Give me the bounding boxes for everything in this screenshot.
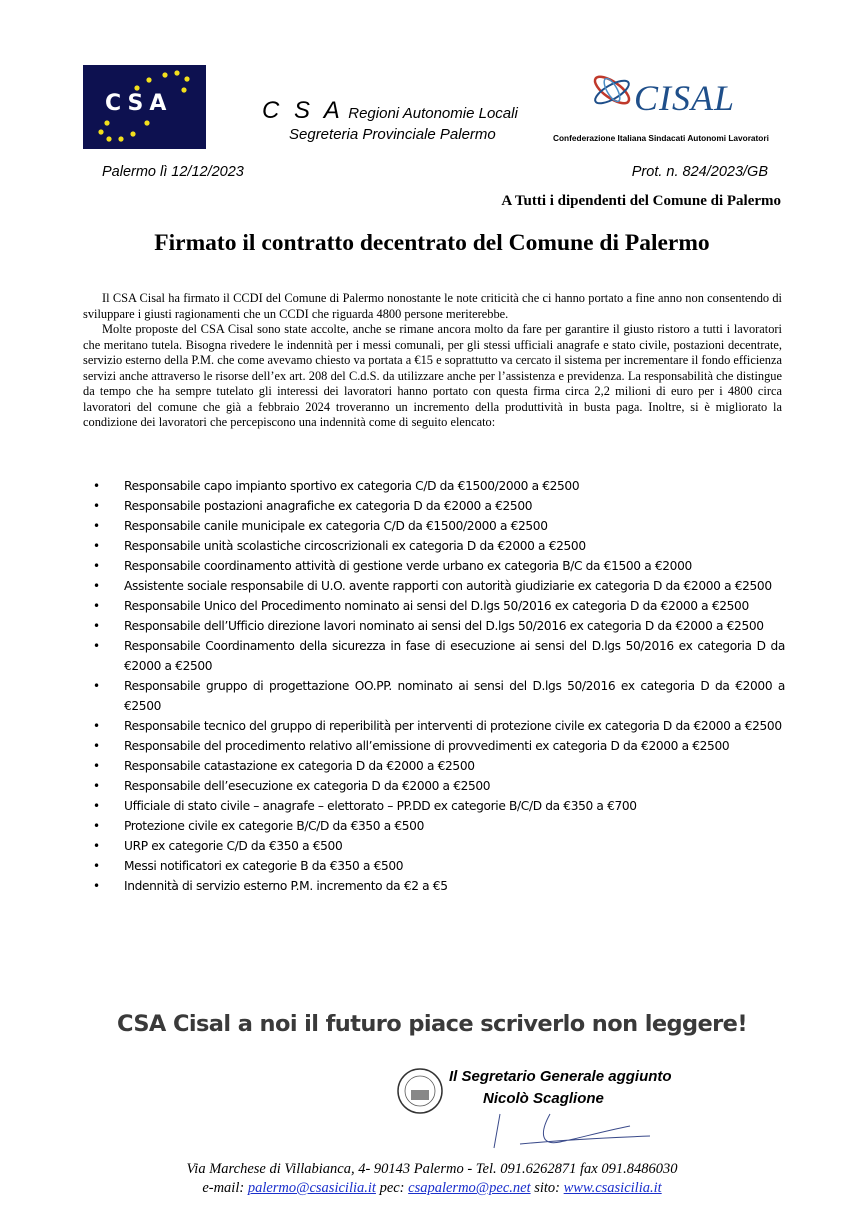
allowance-list <box>88 476 785 896</box>
cisal-subtitle: Confederazione Italiana Sindacati Autonomi Lavoratori <box>553 133 769 143</box>
csa-logo-text: CSA <box>105 91 173 116</box>
list-item <box>88 796 785 816</box>
list-item <box>88 716 785 736</box>
list-item-text: URP ex categorie C/D da €350 a €500 <box>124 839 343 853</box>
bullet-icon: • <box>93 799 100 813</box>
bullet-icon: • <box>93 859 100 873</box>
list-item-text: Responsabile capo impianto sportivo ex categoria C/D da €1500/2000 a €2500 <box>124 479 580 493</box>
list-item-text: Responsabile Unico del Procedimento nominato ai sensi del D.lgs 50/2016 ex categoria D da €2000 a €2500 <box>124 599 749 613</box>
list-item <box>88 556 785 576</box>
bullet-icon: • <box>93 739 100 753</box>
email-label: e-mail: <box>202 1180 245 1196</box>
pec-link[interactable]: csapalermo@pec.net <box>408 1180 531 1196</box>
paragraph: Molte proposte del CSA Cisal sono state accolte, anche se rimane ancora molto da fare per garantire il giusto ristoro a tutti i lavoratori che meritano tutela. Bisogna rivedere le indennità per i messi comunali, per gli stessi ufficiali anagrafe e stato civile, postazioni decentrate, servizio esterno della P.M. che come avevamo chiesto va portata a €15 e soprattutto va cercato il sistema per incrementare il fondo efficienza servizi anche attraverso le risorse dell’ex art. 208 del C.d.S. da utilizzare anche per l’assistenza e previdenza. La responsabilità che distingue da tempo che ha sempre tutelato gli interessi dei lavoratori hanno portato con questa firma circa 2,2 milioni di euro per i 4800 circa lavoratori del comune che già a febbraio 2024 troveranno un incremento della produttività in busta paga. Inoltre, si è migliorato la condizione dei lavoratori che percepiscono una indennità come di seguito elencato: <box>83 322 782 429</box>
pec-label: pec: <box>379 1180 405 1196</box>
list-item-text: Responsabile dell’esecuzione ex categoria D da €2000 a €2500 <box>124 779 491 793</box>
list-item <box>88 476 785 496</box>
cisal-logo-text: CISAL <box>634 78 736 118</box>
bullet-icon: • <box>93 599 100 613</box>
footer-address: Via Marchese di Villabianca, 4- 90143 Palermo - Tel. 091.6262871 fax 091.8486030 <box>186 1161 678 1177</box>
site-label: sito: <box>534 1180 561 1196</box>
slogan: CSA Cisal a noi il futuro piace scriverlo non leggere! <box>117 1011 747 1037</box>
bullet-icon: • <box>93 579 100 593</box>
list-item-text: Responsabile Coordinamento della sicurezza in fase di esecuzione ai sensi del D.lgs 50/2016 ex categoria D da €2000 a €2500 <box>124 639 785 673</box>
list-item <box>88 756 785 776</box>
document-title: Firmato il contratto decentrato del Comune di Palermo <box>154 230 710 256</box>
list-item-text: Assistente sociale responsabile di U.O. avente rapporti con autorità giudiziarie ex categoria D da €2000 a €2500 <box>124 579 772 593</box>
bullet-icon: • <box>93 679 100 693</box>
signatory-role: Il Segretario Generale aggiunto <box>449 1068 672 1085</box>
list-item-text: Responsabile postazioni anagrafiche ex categoria D da €2000 a €2500 <box>124 499 533 513</box>
list-item <box>88 776 785 796</box>
list-item-text: Responsabile unità scolastiche circoscrizionali ex categoria D da €2000 a €2500 <box>124 539 586 553</box>
list-item <box>88 536 785 556</box>
list-item-text: Responsabile tecnico del gruppo di reperibilità per interventi di protezione civile ex categoria D da €2000 a €2500 <box>124 719 782 733</box>
bullet-icon: • <box>93 619 100 633</box>
list-item-text: Responsabile coordinamento attività di gestione verde urbano ex categoria B/C da €1500 a €2000 <box>124 559 692 573</box>
bullet-icon: • <box>93 559 100 573</box>
list-item <box>88 856 785 876</box>
email-link[interactable]: palermo@csasicilia.it <box>247 1180 376 1196</box>
org-title <box>262 97 552 125</box>
signatory-name: Nicolò Scaglione <box>483 1090 604 1107</box>
list-item <box>88 876 785 896</box>
bullet-icon: • <box>93 639 100 653</box>
list-item-text: Messi notificatori ex categorie B da €350 a €500 <box>124 859 404 873</box>
list-item <box>88 516 785 536</box>
bullet-icon: • <box>93 879 100 893</box>
stamp-icon <box>396 1066 444 1116</box>
bullet-icon: • <box>93 839 100 853</box>
org-subtitle: Segreteria Provinciale Palermo <box>289 126 496 143</box>
recipient: A Tutti i dipendenti del Comune di Palermo <box>501 193 781 209</box>
list-item-text: Responsabile dell’Ufficio direzione lavori nominato ai sensi del D.lgs 50/2016 ex categoria D da €2000 a €2500 <box>124 619 764 633</box>
list-item <box>88 496 785 516</box>
list-item <box>88 676 785 716</box>
document-date: Palermo lì 12/12/2023 <box>102 164 244 180</box>
list-item <box>88 736 785 756</box>
list-item-text: Responsabile del procedimento relativo all’emissione di provvedimenti ex categoria D da €2000 a €2500 <box>124 739 730 753</box>
protocol-number: Prot. n. 824/2023/GB <box>631 164 768 180</box>
website-link[interactable]: www.csasicilia.it <box>563 1180 662 1196</box>
bullet-icon: • <box>93 719 100 733</box>
org-title-big: C S A <box>262 97 344 124</box>
bullet-icon: • <box>93 779 100 793</box>
list-item-text: Ufficiale di stato civile – anagrafe – elettorato – PP.DD ex categorie B/C/D da €350 a €700 <box>124 799 637 813</box>
bullet-icon: • <box>93 479 100 493</box>
list-item <box>88 816 785 836</box>
list-item <box>88 636 785 676</box>
footer <box>0 1160 864 1198</box>
body-text <box>83 291 782 431</box>
list-item <box>88 836 785 856</box>
list-item <box>88 616 785 636</box>
bullet-icon: • <box>93 539 100 553</box>
list-item-text: Protezione civile ex categorie B/C/D da €350 a €500 <box>124 819 424 833</box>
bullet-icon: • <box>93 499 100 513</box>
csa-logo <box>83 65 206 149</box>
footer-contacts <box>0 1179 864 1198</box>
list-item-text: Indennità di servizio esterno P.M. incremento da €2 a €5 <box>124 879 448 893</box>
paragraph: Il CSA Cisal ha firmato il CCDI del Comune di Palermo nonostante le note criticità che ci hanno portato a fine anno non consentendo di sviluppare i giusti ragionamenti che un CCDI che riguarda 4800 persone meriterebbe. <box>83 291 782 321</box>
list-item-text: Responsabile gruppo di progettazione OO.PP. nominato ai sensi del D.lgs 50/2016 ex categoria D da €2000 a €2500 <box>124 679 785 713</box>
bullet-icon: • <box>93 759 100 773</box>
cisal-orbit-icon <box>588 58 632 120</box>
list-item <box>88 576 785 596</box>
list-item-text: Responsabile catastazione ex categoria D da €2000 a €2500 <box>124 759 475 773</box>
list-item <box>88 596 785 616</box>
bullet-icon: • <box>93 519 100 533</box>
handwritten-signature-icon <box>480 1112 660 1152</box>
list-item-text: Responsabile canile municipale ex categoria C/D da €1500/2000 a €2500 <box>124 519 548 533</box>
org-title-small: Regioni Autonomie Locali <box>348 105 518 122</box>
bullet-icon: • <box>93 819 100 833</box>
